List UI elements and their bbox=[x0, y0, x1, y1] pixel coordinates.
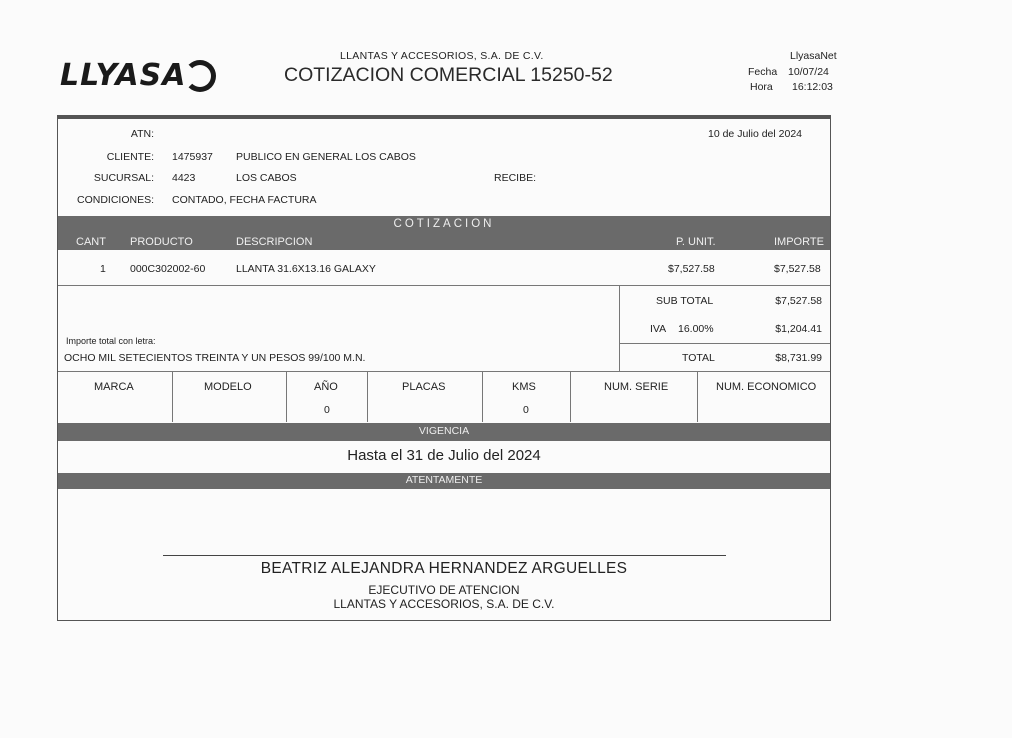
vehicle-col-marca: MARCA bbox=[94, 381, 134, 393]
fecha-label: Fecha bbox=[748, 66, 778, 78]
vehicle-col-divider bbox=[697, 372, 698, 422]
vehicle-col-divider bbox=[367, 372, 368, 422]
hora-value: 16:12:03 bbox=[792, 81, 833, 93]
importe-letra-value: OCHO MIL SETECIENTOS TREINTA Y UN PESOS 99/100 M.N. bbox=[64, 352, 366, 364]
sucursal-name: LOS CABOS bbox=[236, 172, 297, 184]
signatory-company: LLANTAS Y ACCESORIOS, S.A. DE C.V. bbox=[333, 597, 555, 611]
iva-value: $1,204.41 bbox=[775, 323, 822, 335]
item-descripcion: LLANTA 31.6X13.16 GALAXY bbox=[236, 263, 376, 275]
vehicle-ano-value: 0 bbox=[324, 404, 330, 416]
condiciones-value: CONTADO, FECHA FACTURA bbox=[172, 194, 317, 206]
items-divider bbox=[58, 285, 830, 286]
vehicle-col-divider bbox=[172, 372, 173, 422]
vehicle-col-num-serie: NUM. SERIE bbox=[604, 381, 669, 393]
total-line bbox=[619, 343, 830, 344]
total-value: $8,731.99 bbox=[775, 352, 822, 364]
item-p-unit: $7,527.58 bbox=[668, 263, 715, 275]
vehicle-col-modelo: MODELO bbox=[204, 381, 252, 393]
col-p-unit: P. UNIT. bbox=[676, 236, 716, 248]
importe-letra-label: Importe total con letra: bbox=[66, 336, 156, 346]
cliente-id: 1475937 bbox=[172, 151, 213, 163]
vehicle-top-line bbox=[58, 371, 830, 372]
item-producto: 000C302002-60 bbox=[130, 263, 206, 275]
vehicle-col-num-economico: NUM. ECONOMICO bbox=[716, 381, 817, 393]
document-title: COTIZACION COMERCIAL 15250-52 bbox=[284, 64, 613, 86]
logo-text: LLYASA bbox=[60, 58, 187, 93]
col-importe: IMPORTE bbox=[774, 236, 824, 248]
signatory-name: BEATRIZ ALEJANDRA HERNANDEZ ARGUELLES bbox=[260, 560, 628, 577]
item-importe: $7,527.58 bbox=[774, 263, 821, 275]
system-name: LlyasaNet bbox=[790, 50, 837, 62]
vehicle-kms-value: 0 bbox=[523, 404, 529, 416]
atentamente-title: ATENTAMENTE bbox=[405, 474, 483, 486]
cliente-label: CLIENTE: bbox=[106, 151, 154, 163]
signatory-role: EJECUTIVO DE ATENCION bbox=[368, 583, 520, 597]
iva-label: IVA bbox=[650, 323, 667, 335]
sucursal-id: 4423 bbox=[172, 172, 196, 184]
recibe-label: RECIBE: bbox=[494, 172, 537, 184]
signature-line bbox=[163, 555, 726, 556]
vigencia-bar bbox=[58, 423, 830, 441]
col-producto: PRODUCTO bbox=[130, 236, 193, 248]
subtotal-label: SUB TOTAL bbox=[656, 295, 714, 307]
quote-date: 10 de Julio del 2024 bbox=[708, 128, 802, 140]
cotizacion-section-title: COTIZACION bbox=[393, 218, 495, 230]
vehicle-col-kms: KMS bbox=[512, 381, 536, 393]
vehicle-col-divider bbox=[482, 372, 483, 422]
col-cant: CANT bbox=[76, 236, 106, 248]
col-descripcion: DESCRIPCION bbox=[236, 236, 313, 248]
vehicle-col-placas: PLACAS bbox=[402, 381, 446, 393]
atentamente-bar bbox=[58, 473, 830, 489]
company-name: LLANTAS Y ACCESORIOS, S.A. DE C.V. bbox=[340, 50, 544, 62]
logo-swoosh-icon bbox=[184, 60, 216, 92]
subtotal-value: $7,527.58 bbox=[775, 295, 822, 307]
item-cant: 1 bbox=[100, 263, 106, 275]
company-logo bbox=[60, 58, 216, 93]
condiciones-label: CONDICIONES: bbox=[76, 194, 154, 206]
vehicle-col-divider bbox=[286, 372, 287, 422]
totals-divider bbox=[619, 285, 620, 371]
iva-rate: 16.00% bbox=[678, 323, 714, 335]
sucursal-label: SUCURSAL: bbox=[93, 172, 154, 184]
cliente-name: PUBLICO EN GENERAL LOS CABOS bbox=[236, 151, 416, 163]
atn-label: ATN: bbox=[130, 128, 154, 140]
frame-top-bar bbox=[58, 115, 830, 119]
fecha-value: 10/07/24 bbox=[788, 66, 829, 78]
quote-frame bbox=[57, 115, 831, 621]
vigencia-text: Hasta el 31 de Julio del 2024 bbox=[347, 447, 541, 464]
vehicle-col-ano: AÑO bbox=[314, 381, 338, 393]
vigencia-title: VIGENCIA bbox=[418, 425, 470, 437]
hora-label: Hora bbox=[750, 81, 773, 93]
vehicle-col-divider bbox=[570, 372, 571, 422]
total-label: TOTAL bbox=[682, 352, 715, 364]
